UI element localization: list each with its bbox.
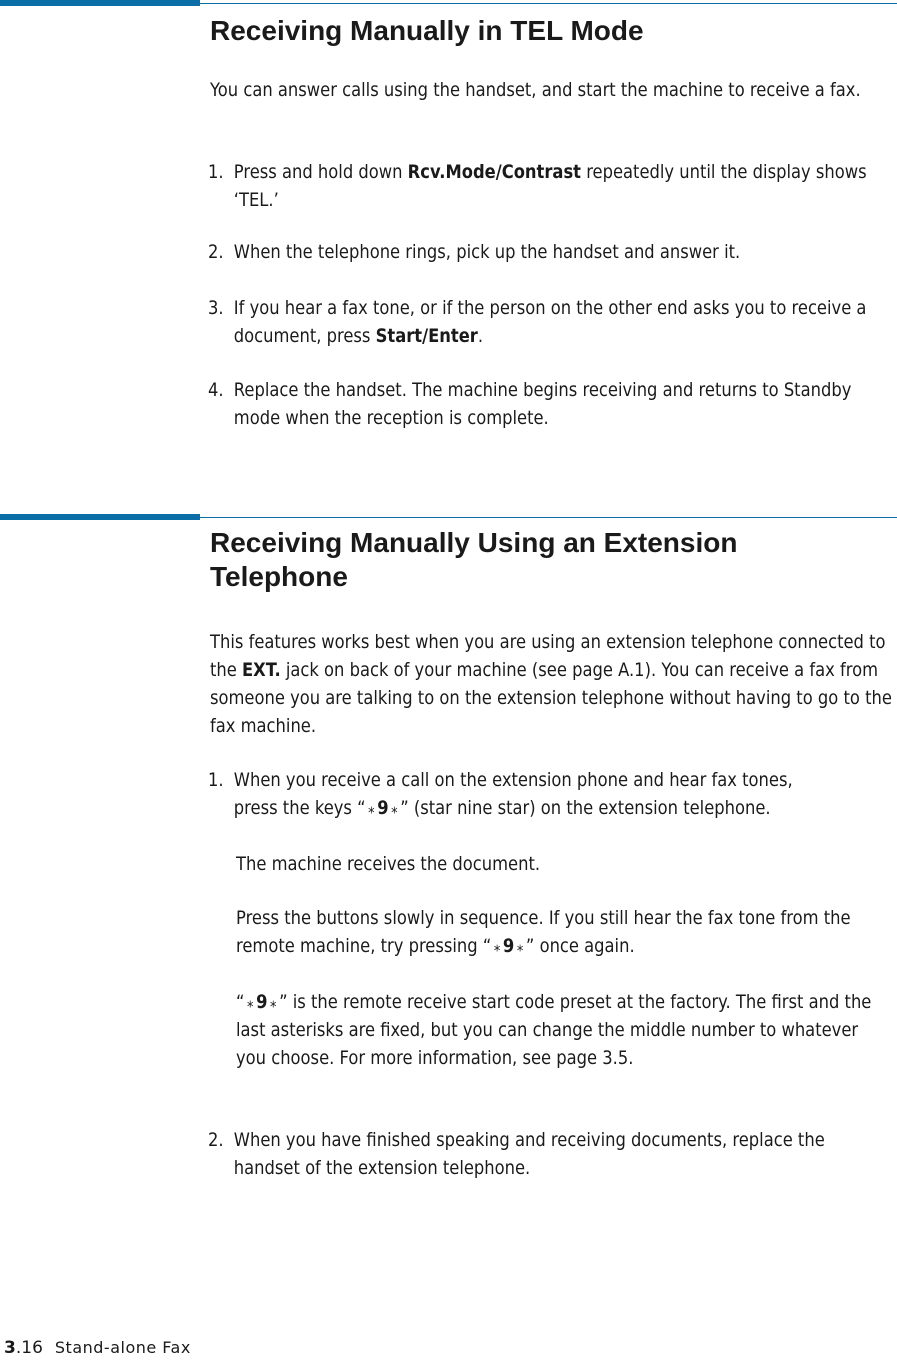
section-rule-thin <box>200 3 897 4</box>
chapter-number: 3 <box>4 1338 16 1358</box>
section-title: Receiving Manually Using an Extension Telephone <box>210 527 738 592</box>
page-footer <box>4 1338 191 1358</box>
note-text: “ ⁎ 9 ⁎ ” is the remote receive start code preset at the factory. The first and the last asterisks are fixed, but you can change the middle number to whatever you choose. For more information, see page 3.5. <box>236 991 872 1069</box>
section-rule-thick <box>0 0 200 6</box>
star-key-icon: ⁎ <box>493 937 501 955</box>
note-text: Press the buttons slowly in sequence. If you still hear the fax tone from the remote machine, try pressing “ ⁎ 9 ⁎ ” once again. <box>236 907 851 957</box>
star-key-icon: ⁎ <box>391 799 398 817</box>
note-text: The machine receives the document. <box>236 853 541 875</box>
star-key-icon: ⁎ <box>368 799 375 817</box>
list-item: 3. If you hear a fax tone, or if the person on the other end asks you to receive a document, press Start/Enter. <box>208 297 867 347</box>
list-item: 2. When the telephone rings, pick up the handset and answer it. <box>208 241 741 263</box>
list-item: 1. When you receive a call on the extension phone and hear fax tones, press the keys “ ⁎ 9 ⁎ ” (star nine star) on the extension telephone. <box>208 769 793 819</box>
list-item: 1. Press and hold down Rcv.Mode/Contrast repeatedly until the display shows ‘TEL.’ <box>208 161 867 211</box>
star-key-icon: ⁎ <box>247 993 254 1011</box>
section-title: Receiving Manually in TEL Mode <box>210 15 644 46</box>
section-intro: This features works best when you are using an extension telephone connected to the EXT. jack on back of your machine (see page A.1). You can receive a fax from someone you are talking to on the extension telephone without having to go to the fax machine. <box>210 631 892 737</box>
list-item: 4. Replace the handset. The machine begins receiving and returns to Standby mode when the reception is complete. <box>208 379 852 429</box>
star-key-icon: ⁎ <box>516 937 524 955</box>
section-intro: You can answer calls using the handset, and start the machine to receive a fax. <box>210 79 861 101</box>
list-item: 2. When you have finished speaking and receiving documents, replace the handset of the extension telephone. <box>208 1129 825 1179</box>
section-rule-thin <box>200 517 897 518</box>
page-number: .16 <box>15 1338 43 1358</box>
section-rule-thick <box>0 514 200 520</box>
star-key-icon: ⁎ <box>270 993 277 1011</box>
footer-section-title: Stand-alone Fax <box>54 1338 191 1357</box>
